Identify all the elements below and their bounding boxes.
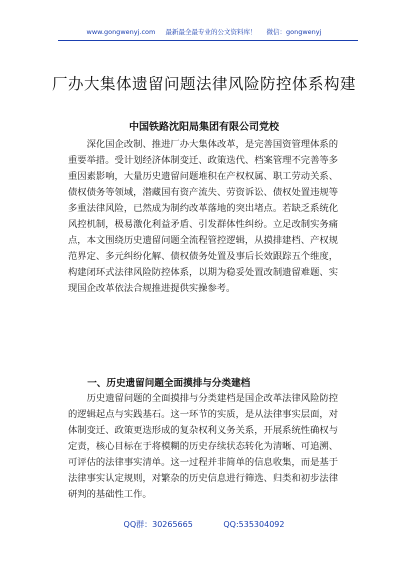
footer-qq-group: QQ群：30265665 (123, 520, 193, 529)
document-title: 厂办大集体遗留问题法律风险防控体系构建 (51, 75, 356, 93)
section-paragraph: 历史遗留问题的全面摸排与分类建档是国企改革法律风险防控的逻辑起点与实践基石。这一环节的实质，是从法律事实层面，对体制变迁、政策更迭形成的复杂权利义务关系，开展系统性确权与定责，核心目标在于将模糊的历史存续状态转化为清晰、可追溯、可评估的法律事实清单。这一过程并非简单的信息收集，而是基于法律事实认定规则，对繁杂的历史信息进行筛选、归类和初步法律研判的基础性工作。 (68, 393, 338, 500)
header-site-link[interactable]: www.gongwenyj.com (86, 28, 156, 36)
footer-contact (0, 519, 408, 530)
header-wechat: 微信：gongwenyj (266, 28, 322, 36)
footer-qq: QQ:535304092 (223, 520, 285, 529)
header-slogan: 最新最全最专业的公文资料库！ (165, 28, 257, 36)
intro-paragraph: 深化国企改制、推进厂办大集体改革，是完善国资管理体系的重要举措。受计划经济体制变迁、政策迭代、档案管理不完善等多重因素影响，大量历史遗留问题堆积在产权权属、职工劳动关系、债权债务等领域，潜藏国有资产流失、劳资诉讼、债权处置违规等多重法律风险，已然成为制约改革落地的突出堵点。若缺乏系统化风控机制，极易激化利益矛盾、引发群体性纠纷。立足改制实务痛点，本文围绕历史遗留问题全流程管控逻辑，从摸排建档、产权规范界定、多元纠纷化解、债权债务处置及事后长效跟踪五个维度，构建闭环式法律风险防控体系，以期为稳妥处置改制遗留难题、实现国企改革依法合规推进提供实操参考。 (68, 139, 338, 294)
header-banner (0, 27, 408, 36)
section-heading: 一、历史遗留问题全面摸排与分类建档 (87, 378, 251, 389)
document-author: 中国铁路沈阳局集团有限公司党校 (129, 122, 279, 133)
header-divider (58, 40, 358, 41)
